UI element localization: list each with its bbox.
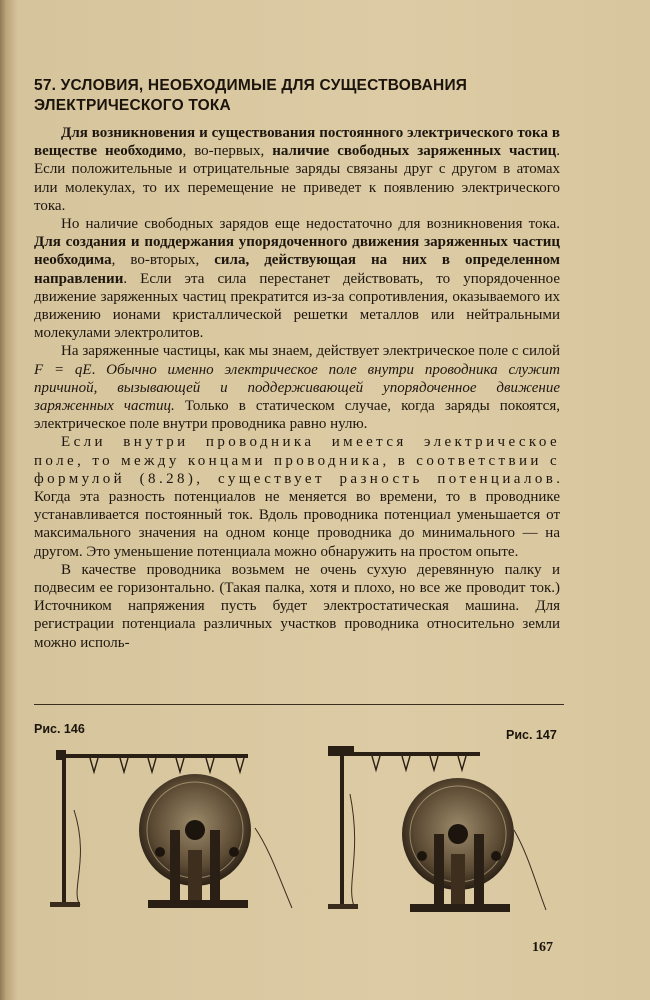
bold-phrase: сила, действующая на них в определенном направлении xyxy=(34,252,561,287)
bold-phrase: наличие свободных заряженных частиц xyxy=(272,143,557,160)
paragraph-1 xyxy=(34,124,560,215)
stand-pole xyxy=(340,756,344,906)
text-run: , во-первых, xyxy=(182,143,273,160)
stand-base xyxy=(50,902,80,907)
connector-wire xyxy=(514,830,546,910)
electrode-left xyxy=(417,851,427,861)
machine-base xyxy=(410,904,510,912)
rod-clamp xyxy=(328,746,354,756)
rod-clamp xyxy=(56,750,66,760)
spaced-phrase: Если внутри проводника имеется электрическое поле, то между концами проводника, в соответствии с формулой (8.28), существует разность потенциалов xyxy=(34,434,560,487)
figure-147-label: Рис. 147 xyxy=(506,728,557,742)
bold-phrase: Для возникновения и существования постоянного электрического тока в веществе необходимо xyxy=(34,125,560,160)
text-run: , во-вторых, xyxy=(111,252,215,269)
probe-markers xyxy=(90,758,244,772)
electrode-right xyxy=(491,851,501,861)
machine-leg-right xyxy=(474,834,484,904)
machine-leg-right xyxy=(210,830,220,900)
section-heading xyxy=(34,76,574,116)
connector-wire xyxy=(255,828,292,908)
probe-markers xyxy=(372,756,466,770)
machine-center-column xyxy=(451,854,465,906)
figure-146-label: Рис. 146 xyxy=(34,722,85,736)
machine-leg-left xyxy=(434,834,444,904)
text-run: Но наличие свободных зарядов еще недостаточно для возникновения тока. xyxy=(61,216,560,233)
disc-hub xyxy=(185,820,205,840)
electrode-left xyxy=(155,847,165,857)
page-number: 167 xyxy=(532,940,553,955)
horizontal-rod xyxy=(58,754,248,758)
paragraph-5 xyxy=(34,561,560,652)
machine-base xyxy=(148,900,248,908)
text-run: . xyxy=(91,361,107,378)
force-formula: F = qE xyxy=(34,361,92,378)
text-run: На заряженные частицы, как мы знаем, действует электрическое поле с силой xyxy=(61,343,560,360)
disc-hub xyxy=(448,824,468,844)
figure-146-electrostatic-machine-photo xyxy=(30,730,302,910)
text-run: . Если эта сила перестанет действовать, то упорядоченное движение заряженных частиц прекратится из-за сопротивления, оказываемого их движению ионами кристаллической решетки металлов или нейтральными молекулами электролитов. xyxy=(34,270,560,342)
machine-leg-left xyxy=(170,830,180,900)
machine-center-column xyxy=(188,850,202,902)
horizontal-rod xyxy=(332,752,480,756)
section-title-line-1: 57. УСЛОВИЯ, НЕОБХОДИМЫЕ ДЛЯ СУЩЕСТВОВАНИЯ xyxy=(34,77,468,94)
figure-147-electrostatic-machine-photo xyxy=(310,734,582,914)
paragraph-3 xyxy=(34,342,560,433)
text-run: В качестве проводника возьмем не очень сухую деревянную палку и подвесим ее горизонтально. (Такая палка, хотя и плохо, но все же проводит ток.) Источником напряжения пусть будет электростатическая машина. Для регистрации потенциала различных участков проводника относительно земли можно исполь- xyxy=(34,561,560,651)
body-text xyxy=(34,124,560,652)
text-run: . Если положительные и отрицательные заряды связаны друг с другом в атомах или молекулах, то их перемещение не приведет к появлению электрического тока. xyxy=(34,143,560,214)
paragraph-2 xyxy=(34,215,560,342)
ground-wire xyxy=(350,794,355,906)
section-title-line-2: ЭЛЕКТРИЧЕСКОГО ТОКА xyxy=(34,97,231,114)
stand-pole xyxy=(62,756,66,904)
text-run: . Когда эта разность потенциалов не меняется во времени, то в проводнике устанавливается постоянный ток. Вдоль проводника потенциал уменьшается от максимального значения на одном конце проводника до минимального — на другом. Это уменьшение потенциала можно обнаружить на простом опыте. xyxy=(34,470,560,560)
bold-phrase: Для создания и поддержания упорядоченного движения заряженных частиц необходима xyxy=(34,234,560,269)
figure-separator-rule xyxy=(34,704,564,705)
electrode-right xyxy=(229,847,239,857)
ground-wire xyxy=(74,810,80,905)
paragraph-4 xyxy=(34,433,560,560)
italic-phrase: Обычно именно электрическое поле внутри проводника служит причиной, вызывающей и поддерживающей упорядоченное движение заряженных частиц. xyxy=(34,361,561,415)
text-run: Только в статическом случае, когда заряды покоятся, электрическое поле внутри проводника равно нулю. xyxy=(34,398,560,433)
